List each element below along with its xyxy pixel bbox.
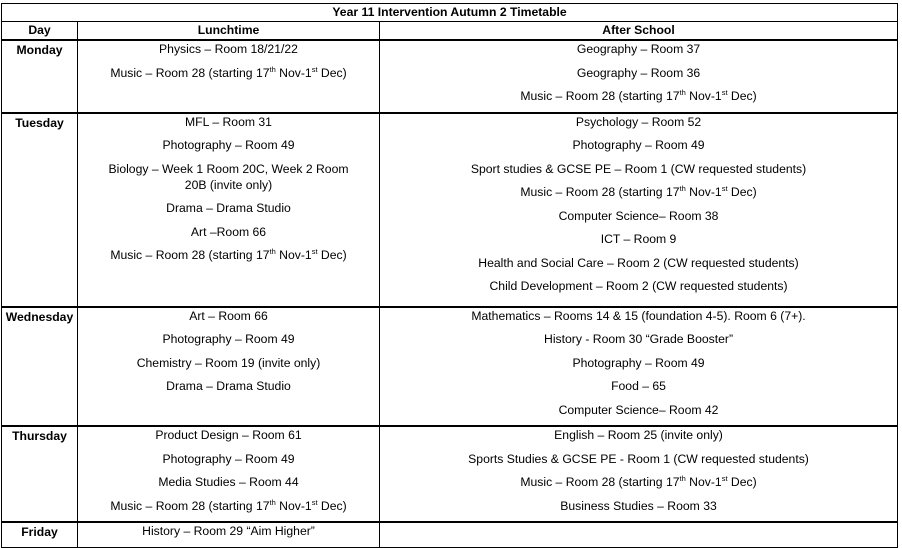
session-text: History - Room 30 “Grade Booster” <box>544 332 733 346</box>
lunch-session <box>78 137 379 161</box>
session-text: Business Studies – Room 33 <box>560 498 717 513</box>
day-label: Wednesday <box>2 307 78 427</box>
after-school-session <box>380 331 897 355</box>
lunch-session <box>78 41 379 65</box>
session-text: Music – Room 28 (starting 17th Nov-1st Dec) <box>110 497 347 513</box>
after-school-session <box>380 451 897 475</box>
header-lunchtime: Lunchtime <box>78 22 380 41</box>
session-text: Chemistry – Room 19 (invite only) <box>136 355 321 370</box>
day-label: Thursday <box>2 426 78 522</box>
lunch-session <box>78 200 379 224</box>
header-after-school: After School <box>380 22 898 41</box>
after-school-session <box>380 402 897 426</box>
row-thursday <box>2 426 898 522</box>
session-text: Music – Room 28 (starting 17th Nov-1st Dec) <box>520 87 757 103</box>
after-school-session <box>380 498 897 522</box>
day-label: Tuesday <box>2 113 78 307</box>
after-school-session <box>380 231 897 255</box>
lunch-session <box>78 114 379 138</box>
lunch-session <box>78 474 379 498</box>
day-label: Monday <box>2 40 78 113</box>
after-school-session <box>380 427 897 451</box>
session-text: Computer Science– Room 42 <box>558 402 719 417</box>
after-school-session <box>380 355 897 379</box>
session-text: Photography – Room 49 <box>162 138 295 152</box>
lunch-session <box>78 451 379 475</box>
timetable-title: Year 11 Intervention Autumn 2 Timetable <box>2 4 898 22</box>
session-text: Art –Room 66 <box>190 224 267 239</box>
session-text: Food – 65 <box>611 379 666 393</box>
session-text: Art – Room 66 <box>189 308 268 323</box>
session-text: Health and Social Care – Room 2 (CW requested students) <box>478 255 799 270</box>
session-text: Media Studies – Room 44 <box>158 475 299 489</box>
lunch-cell <box>78 113 380 307</box>
lunch-session <box>78 378 379 402</box>
lunch-session <box>78 355 379 379</box>
lunch-cell <box>78 426 380 522</box>
lunch-session <box>78 247 379 271</box>
lunch-session <box>78 331 379 355</box>
session-text: Geography – Room 36 <box>576 65 701 80</box>
row-wednesday <box>2 307 898 427</box>
after-school-session <box>380 88 897 112</box>
after-school-cell <box>380 522 898 547</box>
lunch-session <box>78 523 379 547</box>
session-text: Photography – Room 49 <box>572 355 705 370</box>
session-text: MFL – Room 31 <box>185 114 272 129</box>
after-school-session <box>380 255 897 279</box>
session-text: Geography – Room 37 <box>576 42 701 56</box>
session-text: Music – Room 28 (starting 17th Nov-1st Dec) <box>110 246 347 262</box>
session-text: Photography – Room 49 <box>572 138 705 152</box>
row-tuesday <box>2 113 898 307</box>
session-text: Computer Science– Room 38 <box>558 208 719 223</box>
session-text: Physics – Room 18/21/22 <box>159 42 298 56</box>
after-school-session <box>380 378 897 402</box>
session-text: Sports Studies & GCSE PE - Room 1 (CW requested students) <box>468 451 809 466</box>
lunch-session <box>78 65 379 89</box>
timetable <box>1 3 898 548</box>
session-text: Sport studies & GCSE PE – Room 1 (CW requested students) <box>470 161 807 176</box>
session-text: Music – Room 28 (starting 17th Nov-1st Dec) <box>520 473 757 489</box>
lunch-cell <box>78 522 380 547</box>
lunch-session <box>78 308 379 332</box>
session-text: History – Room 29 “Aim Higher” <box>142 524 315 538</box>
lunch-session <box>78 161 379 201</box>
lunch-session <box>78 498 379 522</box>
session-text: Photography – Room 49 <box>162 451 295 466</box>
lunch-session <box>78 224 379 248</box>
lunch-session <box>78 427 379 451</box>
lunch-cell <box>78 40 380 113</box>
day-label: Friday <box>2 522 78 547</box>
after-school-cell <box>380 426 898 522</box>
session-text: Child Development – Room 2 (CW requested students) <box>489 279 788 293</box>
after-school-session <box>380 65 897 89</box>
session-text: English – Room 25 (invite only) <box>554 428 723 442</box>
after-school-session <box>380 474 897 498</box>
after-school-session <box>380 41 897 65</box>
session-text: Product Design – Room 61 <box>155 428 302 442</box>
session-text: Biology – Week 1 Room 20C, Week 2 Room <box>108 161 349 176</box>
session-text: Drama – Drama Studio <box>166 379 291 393</box>
after-school-cell <box>380 113 898 307</box>
session-text: Mathematics – Rooms 14 & 15 (foundation 4-5). Room 6 (7+). <box>471 308 806 323</box>
after-school-session <box>380 184 897 208</box>
session-text: Psychology – Room 52 <box>575 114 702 129</box>
after-school-session <box>380 278 897 302</box>
after-school-cell <box>380 307 898 427</box>
session-text: Music – Room 28 (starting 17th Nov-1st Dec) <box>520 183 757 199</box>
after-school-session <box>380 208 897 232</box>
after-school-session <box>380 161 897 185</box>
header-day: Day <box>2 22 78 41</box>
after-school-session <box>380 308 897 332</box>
row-monday <box>2 40 898 113</box>
session-text: Drama – Drama Studio <box>166 201 291 215</box>
session-text: ICT – Room 9 <box>600 232 677 246</box>
session-text: Music – Room 28 (starting 17th Nov-1st Dec) <box>110 64 347 80</box>
lunch-cell <box>78 307 380 427</box>
after-school-session <box>380 137 897 161</box>
after-school-session <box>380 114 897 138</box>
after-school-cell <box>380 40 898 113</box>
row-friday <box>2 522 898 547</box>
session-text: Photography – Room 49 <box>162 332 295 346</box>
session-text-continued: 20B (invite only) <box>184 177 273 192</box>
